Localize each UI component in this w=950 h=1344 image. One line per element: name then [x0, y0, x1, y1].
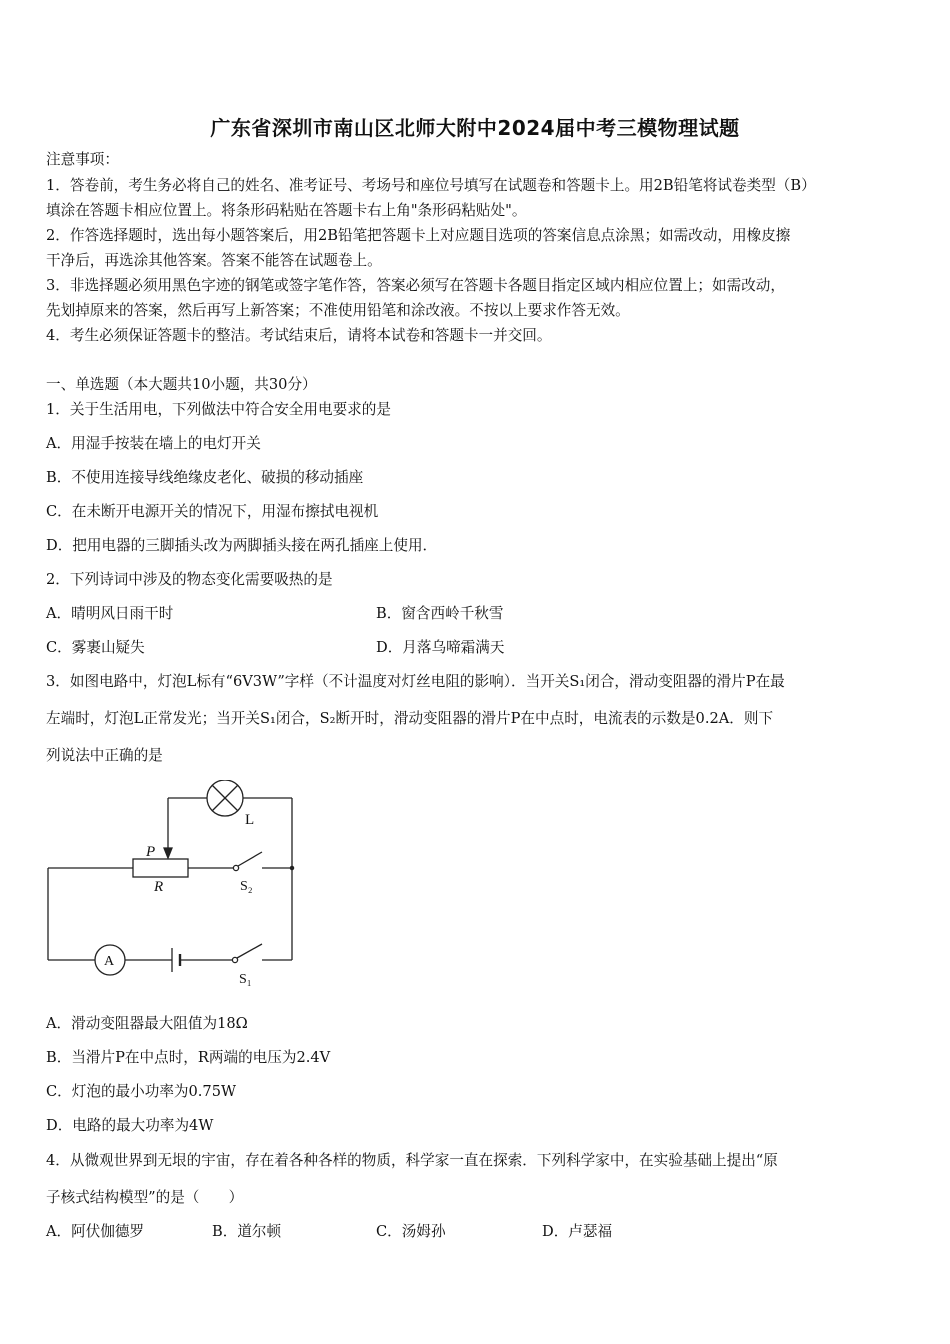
q4-option-a: A．阿伏伽德罗	[46, 1223, 145, 1240]
notice-line: 4．考生必须保证答题卡的整洁。考试结束后，请将本试卷和答题卡一并交回。	[46, 327, 552, 344]
switch2-label: S₂	[240, 879, 253, 894]
q4-stem: 子核式结构模型”的是（ ）	[46, 1189, 244, 1206]
notice-heading: 注意事项：	[46, 151, 119, 168]
q3-stem: 3．如图电路中，灯泡L标有“6V3W”字样（不计温度对灯丝电阻的影响）．当开关S₁闭合，滑动变阻器的滑片P在最	[46, 673, 785, 690]
notice-line: 1．答卷前，考生务必将自己的姓名、准考证号、考场号和座位号填写在试题卷和答题卡上。用2B铅笔将试卷类型（B）	[46, 177, 816, 194]
page-title: 广东省深圳市南山区北师大附中2024届中考三模物理试题	[210, 116, 740, 140]
q2-option-d: D．月落乌啼霜满天	[376, 639, 505, 656]
switch2-symbol	[238, 852, 262, 866]
q1-option-c: C．在未断开电源开关的情况下，用湿布擦拭电视机	[46, 503, 379, 520]
section-heading: 一、单选题（本大题共10小题，共30分）	[46, 376, 317, 393]
slider-arrow	[164, 848, 172, 858]
q3-option-a: A．滑动变阻器最大阻值为18Ω	[46, 1015, 248, 1032]
switch1-label: S₁	[239, 972, 252, 987]
q2-option-c: C．雾裹山疑失	[46, 639, 145, 656]
q3-option-d: D．电路的最大功率为4W	[46, 1117, 214, 1134]
q2-option-b: B．窗含西岭千秋雪	[376, 605, 504, 622]
q4-option-b: B．道尔顿	[212, 1223, 282, 1240]
q3-stem: 左端时，灯泡L正常发光；当开关S₁闭合，S₂断开时，滑动变阻器的滑片P在中点时，电流表的示数是0.2A．则下	[46, 710, 774, 727]
notice-line: 填涂在答题卡相应位置上。将条形码粘贴在答题卡右上角"条形码粘贴处"。	[46, 202, 527, 219]
q1-option-a: A．用湿手按装在墙上的电灯开关	[46, 435, 261, 452]
notice-line: 先划掉原来的答案，然后再写上新答案；不准使用铅笔和涂改液。不按以上要求作答无效。	[46, 302, 630, 319]
q1-option-d: D．把用电器的三脚插头改为两脚插头接在两孔插座上使用．	[46, 537, 438, 554]
q4-option-d: D．卢瑟福	[542, 1223, 613, 1240]
q4-stem: 4．从微观世界到无垠的宇宙，存在着各种各样的物质，科学家一直在探索．下列科学家中，在实验基础上提出“原	[46, 1152, 778, 1169]
switch1-symbol	[237, 944, 262, 958]
q1-option-b: B．不使用连接导线绝缘皮老化、破损的移动插座	[46, 469, 364, 486]
q3-option-c: C．灯泡的最小功率为0.75W	[46, 1083, 237, 1100]
q2-stem: 2．下列诗词中涉及的物态变化需要吸热的是	[46, 571, 333, 588]
q4-option-c: C．汤姆孙	[376, 1223, 446, 1240]
q2-option-a: A．晴明风日雨干时	[46, 605, 174, 622]
resistor-label: R	[154, 879, 164, 895]
ammeter-label: A	[104, 954, 115, 969]
q3-option-b: B．当滑片P在中点时，R两端的电压为2.4V	[46, 1049, 331, 1066]
lamp-label: L	[245, 812, 255, 828]
q1-stem: 1．关于生活用电，下列做法中符合安全用电要求的是	[46, 401, 391, 418]
resistor-symbol	[133, 859, 188, 877]
q3-stem: 列说法中正确的是	[46, 747, 163, 764]
notice-line: 3．非选择题必须用黑色字迹的钢笔或签字笔作答，答案必须写在答题卡各题目指定区域内相应位置上；如需改动，	[46, 277, 785, 294]
notice-line: 干净后，再选涂其他答案。答案不能答在试题卷上。	[46, 252, 382, 269]
circuit-diagram	[40, 780, 310, 995]
slider-label: P	[146, 844, 156, 860]
notice-line: 2．作答选择题时，选出每小题答案后，用2B铅笔把答题卡上对应题目选项的答案信息点涂黑；如需改动，用橡皮擦	[46, 227, 791, 244]
